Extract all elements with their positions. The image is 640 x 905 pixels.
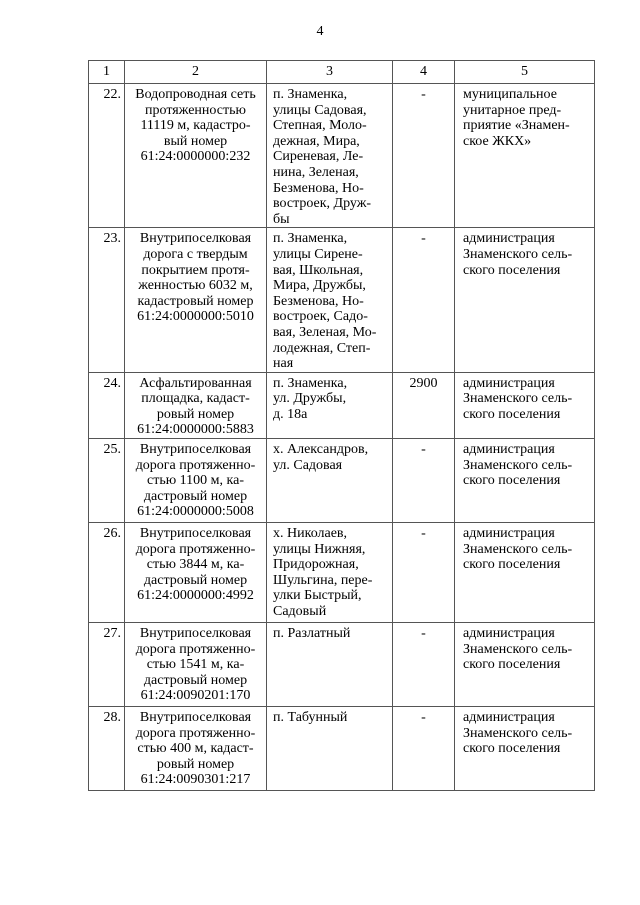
table-row <box>89 707 595 791</box>
object-area: - <box>393 523 455 623</box>
property-table <box>88 60 595 791</box>
row-number: 22. <box>89 84 125 228</box>
object-description: Внутрипоселковая дорога протяженно- стью 1100 м, ка- дастровый номер 61:24:0000000:5008 <box>125 439 267 523</box>
table-row <box>89 228 595 372</box>
object-area: 2900 <box>393 372 455 438</box>
object-holder: администрация Знаменского сель- ского поселения <box>455 623 595 707</box>
object-area: - <box>393 707 455 791</box>
object-description: Внутрипоселковая дорога с твердым покрытием протя- женностью 6032 м, кадастровый номер 61:24:0000000:5010 <box>125 228 267 372</box>
object-holder: администрация Знаменского сель- ского поселения <box>455 707 595 791</box>
object-area: - <box>393 228 455 372</box>
table-row <box>89 623 595 707</box>
object-address: х. Александров, ул. Садовая <box>267 439 393 523</box>
object-description: Внутрипоселковая дорога протяженно- стью 400 м, кадаст- ровый номер 61:24:0090301:217 <box>125 707 267 791</box>
object-address: п. Разлатный <box>267 623 393 707</box>
object-area: - <box>393 439 455 523</box>
object-address: п. Знаменка, улицы Садовая, Степная, Моло- дежная, Мира, Сиреневая, Ле- нина, Зеленая, Безменова, Но- востроек, Друж- бы <box>267 84 393 228</box>
row-number: 28. <box>89 707 125 791</box>
object-address: п. Знаменка, ул. Дружбы, д. 18а <box>267 372 393 438</box>
object-description: Внутрипоселковая дорога протяженно- стью 1541 м, ка- дастровый номер 61:24:0090201:170 <box>125 623 267 707</box>
row-number: 24. <box>89 372 125 438</box>
object-area: - <box>393 623 455 707</box>
object-address: п. Табунный <box>267 707 393 791</box>
table-header-row <box>89 61 595 84</box>
row-number: 25. <box>89 439 125 523</box>
object-area: - <box>393 84 455 228</box>
column-header: 3 <box>267 61 393 84</box>
object-description: Водопроводная сеть протяженностью 11119 м, кадастро- вый номер 61:24:0000000:232 <box>125 84 267 228</box>
table-row <box>89 523 595 623</box>
page-number: 4 <box>316 24 324 39</box>
object-address: п. Знаменка, улицы Сирене- вая, Школьная, Мира, Дружбы, Безменова, Но- востроек, Садо- вая, Зеленая, Мо- лодежная, Степ- ная <box>267 228 393 372</box>
column-header: 1 <box>89 61 125 84</box>
object-description: Асфальтированная площадка, кадаст- ровый номер 61:24:0000000:5883 <box>125 372 267 438</box>
column-header: 5 <box>455 61 595 84</box>
object-description: Внутрипоселковая дорога протяженно- стью 3844 м, ка- дастровый номер 61:24:0000000:4992 <box>125 523 267 623</box>
object-holder: администрация Знаменского сель- ского поселения <box>455 523 595 623</box>
object-holder: администрация Знаменского сель- ского поселения <box>455 439 595 523</box>
column-header: 4 <box>393 61 455 84</box>
object-address: х. Николаев, улицы Нижняя, Придорожная, Шульгина, пере- улки Быстрый, Садовый <box>267 523 393 623</box>
object-holder: администрация Знаменского сель- ского поселения <box>455 228 595 372</box>
row-number: 23. <box>89 228 125 372</box>
row-number: 27. <box>89 623 125 707</box>
row-number: 26. <box>89 523 125 623</box>
table-row <box>89 372 595 438</box>
table-row <box>89 439 595 523</box>
column-header: 2 <box>125 61 267 84</box>
object-holder: администрация Знаменского сель- ского поселения <box>455 372 595 438</box>
object-holder: муниципальное унитарное пред- приятие «Знамен- ское ЖКХ» <box>455 84 595 228</box>
table-row <box>89 84 595 228</box>
